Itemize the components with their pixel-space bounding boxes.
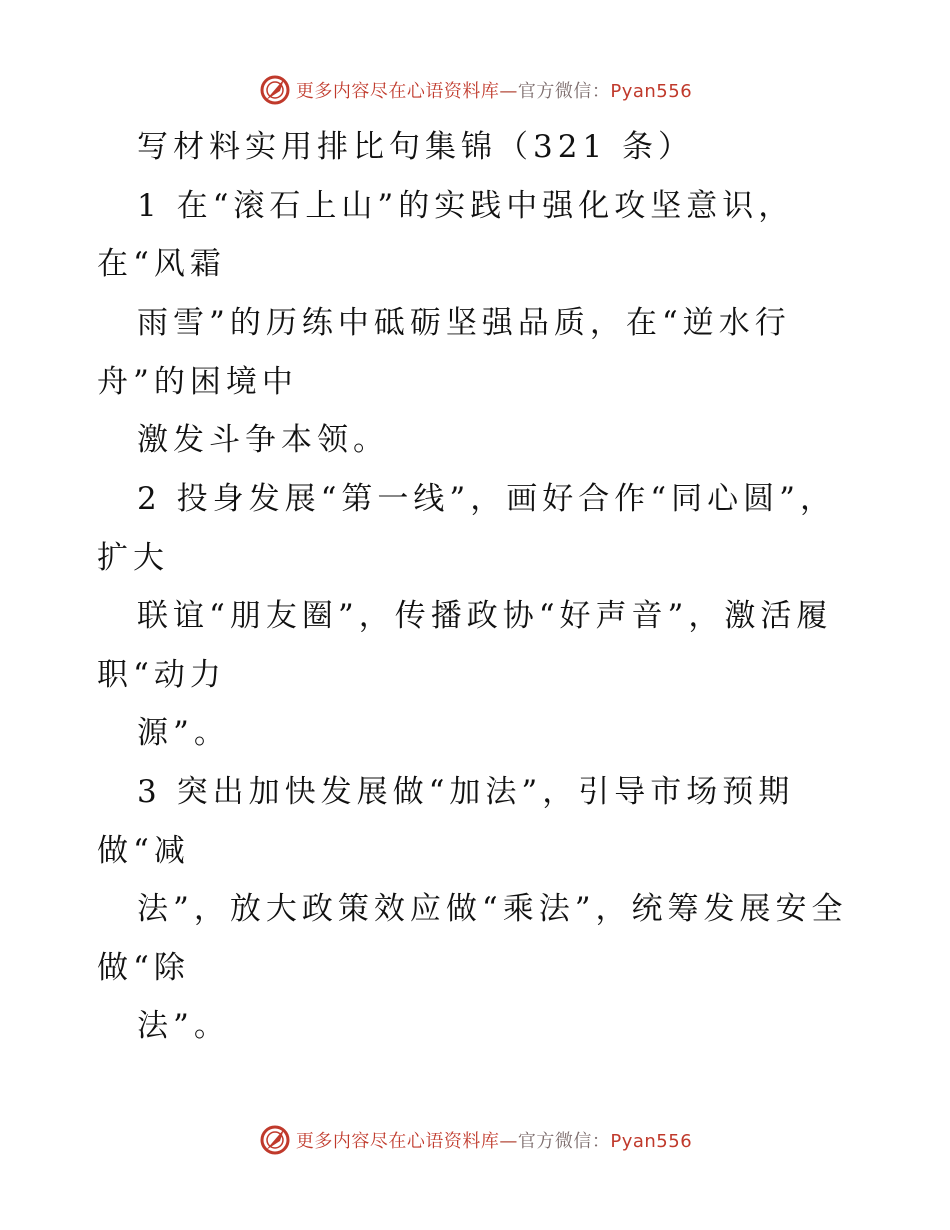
text-line: 做“减 xyxy=(97,833,190,869)
header-site: 更多内容尽在心语资料库 xyxy=(295,81,500,102)
text-line: 在“风霜 xyxy=(97,246,226,282)
quill-logo-icon xyxy=(258,1123,292,1157)
text-line: 源”。 xyxy=(137,715,230,751)
header-dash: — xyxy=(499,81,518,102)
text-line: 联谊“朋友圈”，传播政协“好声音”，激活履 xyxy=(137,598,833,634)
header-text xyxy=(296,77,692,103)
text-line: 激发斗争本领。 xyxy=(137,422,389,458)
text-line: 职“动力 xyxy=(97,657,226,693)
text-line: 法”，放大政策效应做“乘法”，统筹发展安全 xyxy=(137,891,848,927)
document-title: 写材料实用排比句集锦（321 条） xyxy=(137,129,695,165)
text-line: 扩大 xyxy=(97,540,169,576)
text-line: 2 投身发展“第一线”，画好合作“同心圆”， xyxy=(137,481,836,517)
text-line: 法”。 xyxy=(137,1008,230,1044)
header-wechat: Pyan556 xyxy=(610,81,693,102)
quill-logo-icon xyxy=(258,73,292,107)
text-line: 1 在“滚石上山”的实践中强化攻坚意识， xyxy=(137,188,795,224)
text-line: 3 突出加快发展做“加法”，引导市场预期 xyxy=(137,774,795,810)
text-line: 做“除 xyxy=(97,950,190,986)
header-label: 官方微信： xyxy=(517,81,611,102)
footer-text xyxy=(296,1127,692,1153)
footer-label: 官方微信： xyxy=(517,1131,611,1152)
footer-wechat: Pyan556 xyxy=(610,1131,693,1152)
footer-dash: — xyxy=(499,1131,518,1152)
footer-banner xyxy=(0,1120,950,1160)
text-line: 雨雪”的历练中砥砺坚强品质，在“逆水行 xyxy=(137,305,791,341)
text-line: 舟”的困境中 xyxy=(97,364,298,400)
header-banner xyxy=(0,70,950,110)
footer-site: 更多内容尽在心语资料库 xyxy=(295,1131,500,1152)
